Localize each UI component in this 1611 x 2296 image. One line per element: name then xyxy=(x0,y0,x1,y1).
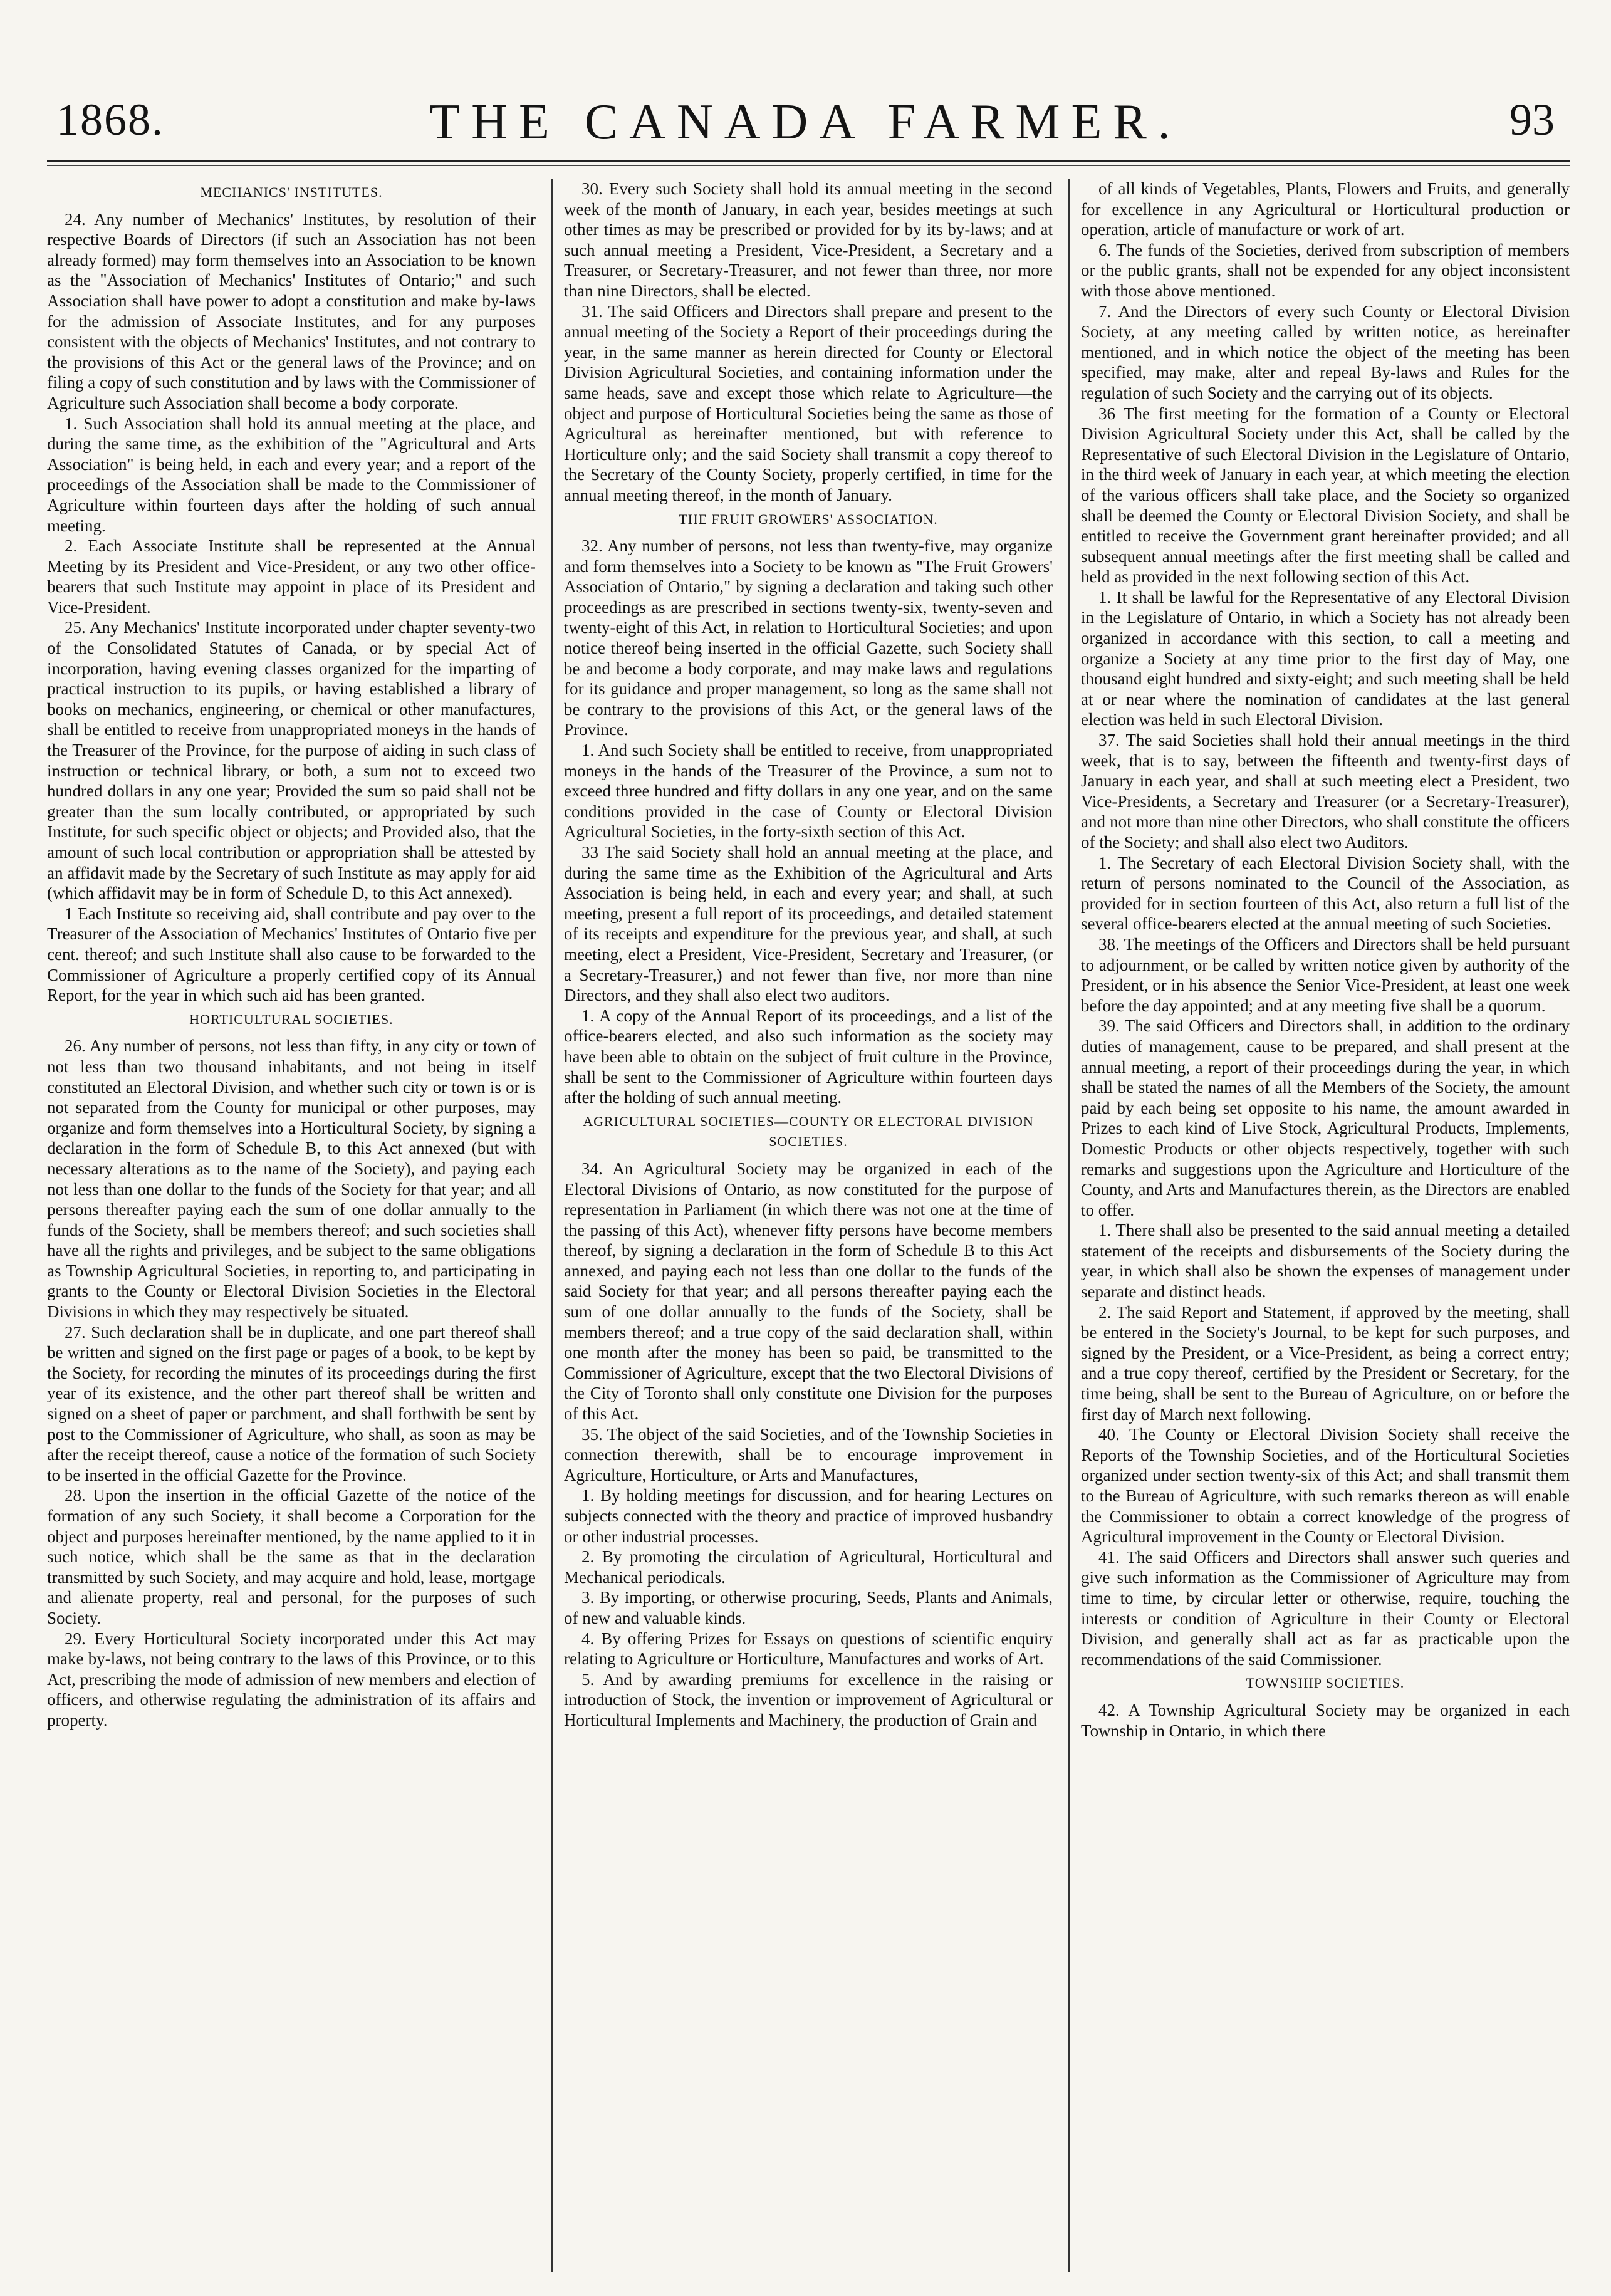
section-heading: THE FRUIT GROWERS' ASSOCIATION. xyxy=(679,511,938,527)
column-divider xyxy=(1068,179,1070,2272)
paragraph: 7. And the Directors of every such County or Electoral Division Society, at any meeting called by written notice, as hereinafter mentioned, and in which notice the object of the meeting has been specified, may make, alter and repeal By-laws and Rules for the regulation of such Society and the carrying out of its objects. xyxy=(1081,301,1570,402)
paragraph: 32. Any number of persons, not less than twenty-five, may organize and form themselves into a Society to be known as "The Fruit Growers' Association of Ontario," by signing a declaration and taking such other proceedings as are prescribed in sections twenty-six, twenty-seven and twenty-eight of this Act, in relation to Horticultural Societies; and upon notice thereof being inserted in the official Gazette, such Society shall be and become a body corporate, and may make laws and regulations for its guidance and proper management, so long as the same shall not be contrary to the provisions of this Act, or the general laws of the Province. xyxy=(564,536,1053,739)
paragraph: 27. Such declaration shall be in duplicate, and one part thereof shall be written and signed on the first page or pages of a book, to be kept by the Society, for recording the minutes of its proceedings during the first year of its existence, and the other part thereof shall be written and signed on a sheet of paper or parchment, and shall forthwith be sent by post to the Commissioner of Agriculture, who shall, as soon as may be after the receipt thereof, cause a notice of the formation of such Society to be inserted in the official Gazette for the Province. xyxy=(47,1322,536,1485)
masthead xyxy=(0,0,1611,157)
masthead-rule-thin xyxy=(47,165,1570,166)
paragraph: 34. An Agricultural Society may be organized in each of the Electoral Divisions of Ontario, as now constituted for the purpose of representation in Parliament (in which there was not one at the time of the passing of this Act), whenever fifty persons have become members thereof, by signing a declaration in the form of Schedule B to this Act annexed, and paying each not less than one dollar to the funds of the said Society for that year; and all persons thereafter paying each the sum of one dollar annually to the funds of the Society, shall be members thereof; and a true copy of the said declaration shall, within one month after the money has been so paid, be transmitted to the Commissioner of Agriculture, except that the two Electoral Divisions of the City of Toronto shall only constitute one Division for the purposes of this Act. xyxy=(564,1159,1053,1424)
paragraph: 1. Such Association shall hold its annual meeting at the place, and during the same time, as the exhibition of the "Agricultural and Arts Association" is being held, in each and every year; and a report of the proceedings of the Association shall be made to the Commissioner of Agriculture within fourteen days after the holding of such annual meeting. xyxy=(47,414,536,535)
paragraph: 1. By holding meetings for discussion, and for hearing Lectures on subjects connected with the theory and practice of improved husbandry or other industrial processes. xyxy=(564,1486,1053,1546)
paragraph: 33 The said Society shall hold an annual meeting at the place, and during the same time as the Exhibition of the Agricultural and Arts Association is being held, in each and every year; and shall, at such meeting, present a full report of its proceedings, and detailed statement of its receipts and expenditure for the previous year, and shall, at such meeting, elect a President, Vice-President, Secretary and Treasurer, (or a Secretary-Treasurer,) and not fewer than five, nor more than nine Directors, and they shall also elect two auditors. xyxy=(564,843,1053,1005)
section-heading: TOWNSHIP SOCIETIES. xyxy=(1246,1675,1405,1691)
paragraph: 30. Every such Society shall hold its annual meeting in the second week of the month of January, in each year, besides meetings at such other times as may be prescribed or provided for by its by-laws; and at such annual meeting a President, Vice-President, a Secretary and a Treasurer, or Secretary-Treasurer, and not fewer than three, nor more than nine Directors, shall be elected. xyxy=(564,179,1053,300)
paragraph: 42. A Township Agricultural Society may be organized in each Township in Ontario, in which there xyxy=(1081,1700,1570,1740)
paragraph: 24. Any number of Mechanics' Institutes, by resolution of their respective Boards of Directors (if such an Association has not been already formed) may form themselves into an Association to be known as the "Association of Mechanics' Institutes of Ontario;" and such Association shall have power to adopt a constitution and make by-laws for the admission of Associate Institutes, and for any purposes consistent with the objects of Mechanics' Institutes, and not contrary to the provisions of this Act or the general laws of the Province; and on filing a copy of such constitution and by laws with the Commissioner of Agriculture such Association shall become a body corporate. xyxy=(47,209,536,412)
column-1 xyxy=(47,179,536,2278)
paragraph: 38. The meetings of the Officers and Directors shall be held pursuant to adjournment, or be called by written notice given by authority of the President, or in his absence the Senior Vice-President, at least one week before the day appointed; and at any meeting five shall be a quorum. xyxy=(1081,934,1570,1015)
paragraph: 39. The said Officers and Directors shall, in addition to the ordinary duties of management, cause to be prepared, and shall present at the annual meeting, a report of their proceedings during the year, in which shall be stated the names of all the Members of the Society, the amount paid by each being set opposite to his name, the amount awarded in Prizes to each kind of Live Stock, Agricultural Products, Implements, Domestic Products or other objects respectively, together with such remarks and suggestions upon the Agriculture and Horticulture of the County, and Arts and Manufactures therein, as the Directors are enabled to offer. xyxy=(1081,1016,1570,1219)
paragraph: 5. And by awarding premiums for excellence in the raising or introduction of Stock, the invention or improvement of Agricultural or Horticultural Implements and Machinery, the production of Grain and xyxy=(564,1669,1053,1730)
paragraph: 1 Each Institute so receiving aid, shall contribute and pay over to the Treasurer of the Association of Mechanics' Institutes of Ontario five per cent. thereof; and such Institute shall also cause to be forwarded to the Commissioner of Agriculture a properly certified copy of its Annual Report, for the year in which such aid has been granted. xyxy=(47,904,536,1005)
page-number: 93 xyxy=(1509,95,1555,145)
paragraph: 37. The said Societies shall hold their annual meetings in the third week, that is to say, between the fifteenth and twenty-first days of January in each year, and shall at such meeting elect a President, two Vice-Presidents, a Secretary and Treasurer (or a Secretary-Treasurer), and not more than nine other Directors, who shall constitute the officers of the Society; and shall also elect two Auditors. xyxy=(1081,731,1570,852)
paragraph: 2. Each Associate Institute shall be represented at the Annual Meeting by its President and Vice-President, or any two other office-bearers that such Institute may appoint in place of its President and Vice-President. xyxy=(47,536,536,617)
masthead-title: THE CANADA FARMER. xyxy=(429,95,1182,150)
paragraph: 25. Any Mechanics' Institute incorporated under chapter seventy-two of the Consolidated Statutes of Canada, or by special Act of incorporation, having evening classes organized for the imparting of practical instruction to its pupils, or having established a library of books on mechanics, engineering, or chemical or other manufactures, shall be entitled to receive from unappropriated moneys in the hands of the Treasurer of the Province, for the purpose of aiding in such class of instruction or technical library, or both, a sum not to exceed two hundred dollars in any one year; Provided the sum so paid shall not be greater than the sum locally contributed, or appropriated by such Institute, for such specific object or objects; and Provided also, that the amount of such local contribution or appropriation shall be attested by an affidavit made by the Secretary of such Institute as may apply for aid (which affidavit may be in form of Schedule D, to this Act annexed). xyxy=(47,618,536,903)
column-2 xyxy=(564,179,1053,2278)
masthead-rule xyxy=(47,160,1570,162)
section-heading: AGRICULTURAL SOCIETIES—COUNTY OR ELECTORAL DIVISION SOCIETIES. xyxy=(583,1113,1034,1150)
paragraph: 31. The said Officers and Directors shall prepare and present to the annual meeting of the Society a Report of their proceedings during the year, in the same manner as herein directed for County or Electoral Division Agricultural Societies, and containing information under the same heads, save and except those which relate to Agriculture—the object and purpose of Horticultural Societies being the same as those of Agricultural as hereinafter mentioned, but with reference to Horticulture only; and the said Society shall transmit a copy thereof to the Secretary of the County Society, properly certified, in time for the annual meeting thereof, in the month of January. xyxy=(564,301,1053,504)
paragraph: 26. Any number of persons, not less than fifty, in any city or town of not less than two thousand inhabitants, and not being in itself constituted an Electoral Division, and whether such city or town is or is not separated from the County for municipal or other purposes, may organize and form themselves into a Horticultural Society, by signing a declaration in the form of Schedule B, to this Act annexed (but with necessary alterations as to the name of the Society), and paying each not less than one dollar to the funds of the Society for that year; and all persons thereafter paying each the sum of one dollar annually to the funds of the Society, shall be members thereof; and such societies shall have all the rights and privileges, and be subject to the same obligations as Township Agricultural Societies, in reporting to, and participating in grants to the County or Electoral Division Societies in the Electoral Divisions in which they may respectively be situated. xyxy=(47,1036,536,1322)
paragraph: 41. The said Officers and Directors shall answer such queries and give such information as the Commissioner of Agriculture may from time to time, by circular letter or otherwise, require, touching the interests or condition of Agriculture in their County or Electoral Division, and generally shall act as far as practicable upon the recommendations of the said Commissioner. xyxy=(1081,1547,1570,1669)
paragraph: 3. By importing, or otherwise procuring, Seeds, Plants and Animals, of new and valuable kinds. xyxy=(564,1588,1053,1627)
paragraph: 28. Upon the insertion in the official Gazette of the notice of the formation of any such Society, it shall become a Corporation for the object and purposes hereinafter mentioned, by the name applied to it in such notice, which shall be the same as that in the declaration transmitted by such Society, and may acquire and hold, lease, mortgage and alienate property, real and personal, for the purposes of such Society. xyxy=(47,1486,536,1627)
paragraph: 1. There shall also be presented to the said annual meeting a detailed statement of the receipts and disbursements of the Society during the year, in which shall also be shown the expenses of management under separate and distinct heads. xyxy=(1081,1221,1570,1302)
section-heading: HORTICULTURAL SOCIETIES. xyxy=(189,1011,394,1027)
masthead-year: 1868. xyxy=(56,95,164,145)
paragraph: 1. It shall be lawful for the Representative of any Electoral Division in the Legislature of Ontario, in which a Society has not already been organized in accordance with this section, to call a meeting and organize a Society at any time prior to the first day of May, one thousand eight hundred and sixty-eight; and such meeting shall be held at or near where the nomination of candidates at the last general election was held in such Electoral Division. xyxy=(1081,587,1570,729)
paragraph: 4. By offering Prizes for Essays on questions of scientific enquiry relating to Agriculture or Horticulture, Manufactures and works of Art. xyxy=(564,1629,1053,1669)
paragraph: 35. The object of the said Societies, and of the Township Societies in connection therewith, shall be to encourage improvement in Agriculture, Horticulture, or Arts and Manufactures, xyxy=(564,1424,1053,1485)
paragraph: 2. The said Report and Statement, if approved by the meeting, shall be entered in the Society's Journal, to be kept for such purposes, and signed by the President, or a Vice-President, as being a correct entry; and a true copy thereof, certified by the President or Secretary, for the time being, shall be sent to the Bureau of Agriculture, on or before the first day of March next following. xyxy=(1081,1302,1570,1424)
paragraph: 29. Every Horticultural Society incorporated under this Act may make by-laws, not being contrary to the laws of this Province, or to this Act, prescribing the mode of admission of new members and election of officers, and otherwise regulating the administration of its affairs and property. xyxy=(47,1629,536,1730)
paragraph: 1. A copy of the Annual Report of its proceedings, and a list of the office-bearers elected, and also such information as the society may have been able to obtain on the subject of fruit culture in the Province, shall be sent to the Commissioner of Agriculture within fourteen days after the holding of such annual meeting. xyxy=(564,1006,1053,1107)
column-divider xyxy=(551,179,553,2272)
section-heading: MECHANICS' INSTITUTES. xyxy=(200,184,383,200)
paragraph: 1. And such Society shall be entitled to receive, from unappropriated moneys in the hands of the Treasurer of the Province, a sum not to exceed three hundred and fifty dollars in any one year, and on the same conditions provided in the case of County or Electoral Division Agricultural Societies, in the forty-sixth section of this Act. xyxy=(564,741,1053,842)
paragraph: 40. The County or Electoral Division Society shall receive the Reports of the Township Societies, and of the Horticultural Societies organized under section twenty-six of this Act; and shall transmit them to the Bureau of Agriculture, with such remarks thereon as will enable the Commissioner to obtain a correct knowledge of the progress of Agricultural improvement in the County or Electoral Division. xyxy=(1081,1425,1570,1547)
column-3 xyxy=(1081,179,1570,2278)
paragraph: 36 The first meeting for the formation of a County or Electoral Division Agricultural Society under this Act, shall be called by the Representative of such Electoral Division in the Legislature of Ontario, in the third week of January in each year, at which meeting the election of the various officers shall take place, and the Society so organized shall be deemed the County or Electoral Division Society, and shall be entitled to receive the Government grant hereinafter provided; and all subsequent annual meetings after the first meeting shall be called and held as provided in the next following section of this Act. xyxy=(1081,404,1570,587)
paragraph: of all kinds of Vegetables, Plants, Flowers and Fruits, and generally for excellence in any Agricultural or Horticultural production or operation, article of manufacture or work of art. xyxy=(1081,179,1570,239)
paragraph: 6. The funds of the Societies, derived from subscription of members or the public grants, shall not be expended for any object inconsistent with those above mentioned. xyxy=(1081,240,1570,300)
paragraph: 1. The Secretary of each Electoral Division Society shall, with the return of persons nominated to the Council of the Association, as provided for in section fourteen of this Act, also return a full list of the several office-bearers elected at the annual meeting of such Societies. xyxy=(1081,853,1570,934)
paragraph: 2. By promoting the circulation of Agricultural, Horticultural and Mechanical periodicals. xyxy=(564,1547,1053,1587)
